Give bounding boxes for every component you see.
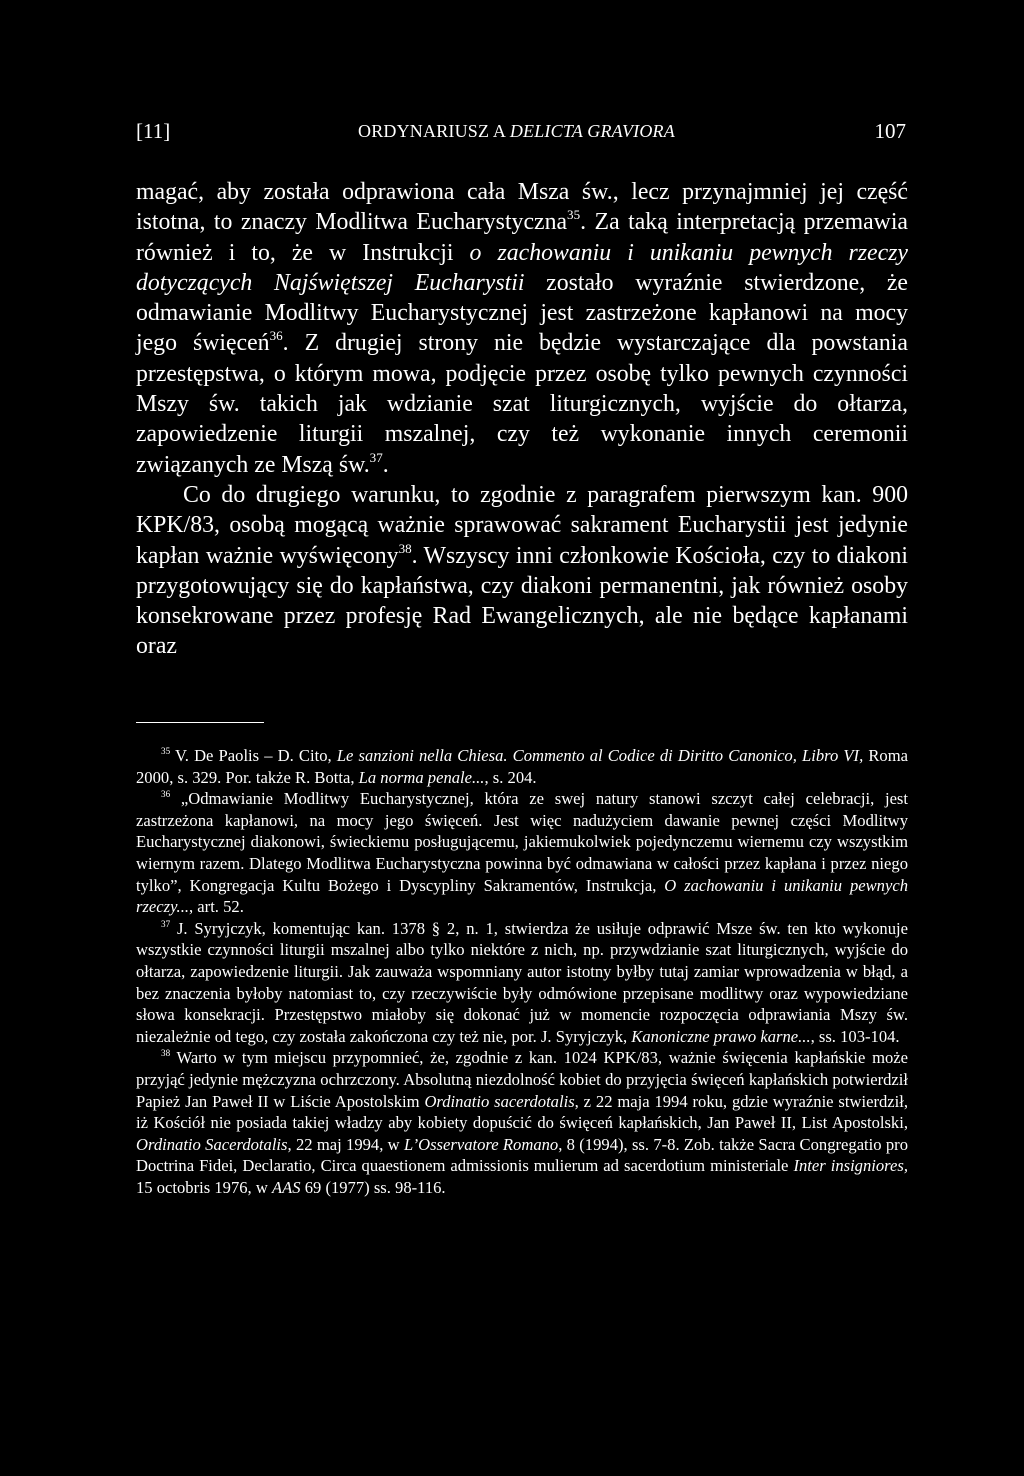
- running-header: [136, 116, 906, 146]
- text-run: , ss. 103-104.: [810, 1026, 900, 1046]
- text-run: 69 (1977) ss. 98-116.: [300, 1177, 446, 1197]
- footnote-35: [136, 745, 908, 788]
- italic-title: AAS: [271, 1177, 301, 1197]
- italic-title: Le sanzioni nella Chiesa. Commento al Codice di Diritto Canonico, Libro VI,: [336, 746, 864, 765]
- text-run: V. De Paolis – D. Cito,: [170, 746, 337, 765]
- instruction-title: o zachowaniu i unikaniu pewnych rzeczy dotyczących Najświętszej Eucharystii: [136, 239, 908, 296]
- text-run: , s. 204.: [484, 767, 537, 787]
- text-run: , z 22 maja 1994 roku, gdzie wyraźnie stwierdził, iż Kościół nie posiada takiej władzy aby kobiety dopuścić do święceń kapłańskich, Jan Paweł II, List Apostolski,: [136, 1091, 908, 1133]
- italic-title: Ordinatio Sacerdotalis: [136, 1134, 288, 1154]
- footnotes: [136, 745, 908, 1198]
- text-run: „Odmawianie Modlitwy Eucharystycznej, która ze swej natury stanowi szczyt całej celebracji, jest zastrzeżona kapłanowi, na mocy jego święceń. Jest więc nadużyciem dawanie pewnej części Modlitwy Eucharystycznej diakonowi, świeckiemu posługującemu, jakiemukolwiek pojedynczemu wiernemu czy wszystkim wiernym razem. Dlatego Modlitwa Eucharystyczna powinna być odmawiana w całości przez kapłana i przez niego tylko”, Kongregacja Kultu Bożego i Dyscypliny Sakramentów, Instrukcja,: [136, 789, 908, 895]
- footnote-ref-36: 36: [269, 328, 283, 344]
- running-title-text: ORDYNARIUSZ A: [358, 121, 510, 141]
- main-text: [136, 177, 908, 662]
- running-title: [358, 116, 675, 146]
- text-run: .: [382, 451, 389, 478]
- footnote-number: 36: [161, 789, 171, 800]
- text-run: Co do drugiego warunku, to zgodnie z paragrafem pierwszym kan. 900 KPK/83, osobą mogącą ważnie sprawować sakrament Eucharystii jest jedynie kapłan ważnie wyświęcony: [136, 481, 908, 569]
- paragraph-1: [136, 177, 908, 480]
- footnote-number: 38: [161, 1048, 171, 1059]
- italic-title: Inter insigniores,: [793, 1156, 908, 1176]
- paragraph-2: [136, 480, 908, 662]
- footnote-ref-38: 38: [398, 540, 412, 556]
- running-title-italic: DELICTA GRAVIORA: [509, 121, 675, 141]
- text-run: Warto w tym miejscu przypomnieć, że, zgodnie z kan. 1024 KPK/83, ważnie święcenia kapłańskie może przyjąć jedynie mężczyzna ochrzczony. Absolutną niezdolność kobiet do przyjęcia święceń kapłańskich potwierdził Papież Jan Paweł II w Liście Apostolskim: [136, 1048, 908, 1111]
- text-run: , art. 52.: [189, 897, 244, 917]
- section-number: [11]: [136, 119, 171, 143]
- text-run: , 8 (1994), ss. 7-8. Zob. także Sacra Congregatio pro Doctrina Fidei, Declaratio, Circa quaestionem admissionis mulierum ad sacerdotium ministeriale: [136, 1134, 908, 1176]
- footnote-number: 37: [161, 918, 171, 929]
- text-run: zostało wyraźnie stwierdzone, że odmawianie Modlitwy Eucharystycznej jest zastrzeżone kapłanowi na mocy jego święceń: [136, 269, 908, 357]
- text-run: . Za taką interpretacją przemawia również i to, że w Instrukcji: [136, 209, 908, 266]
- footnote-37: [136, 918, 908, 1048]
- footnote-ref-37: 37: [369, 449, 383, 465]
- page-number: 107: [874, 119, 906, 143]
- footnote-38: [136, 1047, 908, 1198]
- footnote-ref-35: 35: [567, 207, 581, 223]
- text-run: Roma 2000, s. 329. Por. także R. Botta,: [136, 746, 909, 787]
- text-run: magać, aby została odprawiona cała Msza św., lecz przynajmniej jej część istotna, to znaczy Modlitwa Eucharystyczna: [136, 179, 908, 236]
- text-run: . Z drugiej strony nie będzie wystarczające dla powstania przestępstwa, o którym mowa, podjęcie przez osobę tylko pewnych czynności Mszy św. takich jak wdzianie szat liturgicznych, wyjście do ołtarza, zapowiedzenie liturgii mszalnej, czy też wykonanie innych ceremonii związanych ze Mszą św.: [136, 330, 908, 478]
- text-run: . Wszyscy inni członkowie Kościoła, czy to diakoni przygotowujący się do kapłaństwa, czy diakoni permanentni, jak również osoby konsekrowane przez profesję Rad Ewangelicznych, ale nie będące kapłanami oraz: [136, 542, 908, 660]
- text-run: 15 octobris 1976, w: [136, 1177, 272, 1197]
- italic-title: L’Osservatore Romano: [403, 1134, 559, 1154]
- italic-title: Kanoniczne prawo karne...: [631, 1026, 811, 1046]
- footnote-separator: [136, 722, 264, 723]
- italic-title: La norma penale...: [358, 767, 485, 787]
- text-run: , 22 maj 1994, w: [287, 1134, 404, 1154]
- footnote-number: 35: [161, 746, 171, 757]
- footnote-36: [136, 788, 908, 918]
- italic-title: Ordinatio sacerdotalis: [424, 1091, 575, 1111]
- italic-title: O zachowaniu i unikaniu pewnych rzeczy...: [136, 875, 909, 917]
- text-run: J. Syryjczyk, komentując kan. 1378 § 2, n. 1, stwierdza że usiłuje odprawić Msze św. ten kto wykonuje wszystkie czynności liturgii mszalnej albo tylko niektóre z nich, np. przywdzianie szat liturgicznych, wyjście do ołtarza, zapowiedzenie liturgii. Jak zauważa wspomniany autor istotny byłby tutaj zamiar wprowadzenia w błąd, a bez znaczenia byłoby natomiast to, czy rzeczywiście były odmówione przepisane modlitwy oraz wypowiedziane słowa konsekracji. Przestępstwo miałoby się dokonać już w momencie rozpoczęcia odprawiania Mszy św. niezależnie od tego, czy została zakończona czy też nie, por. J. Syryjczyk,: [136, 918, 908, 1046]
